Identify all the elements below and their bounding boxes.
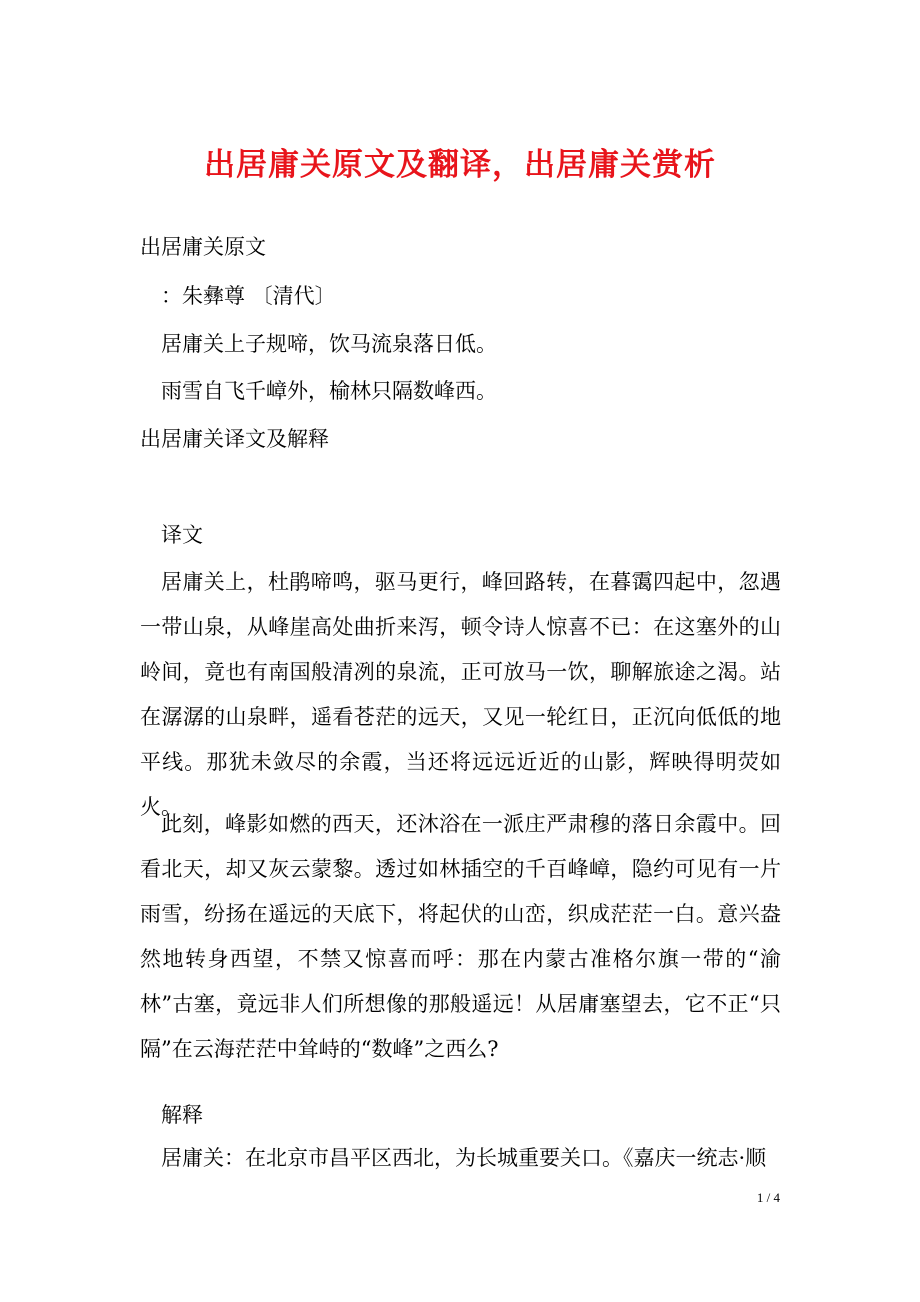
poem-line-2: 雨雪自飞千嶂外，榆林只隔数峰西。 <box>161 379 497 403</box>
translation-paragraph-2: 此刻，峰影如燃的西天，还沐浴在一派庄严肃穆的落日余霞中。回看北天，却又灰云蒙黎。透过如林插空的千百峰嶂，隐约可见有一片雨雪，纷扬在遥远的天底下，将起伏的山峦，织成茫茫一白。意兴盎然地转身西望，不禁又惊喜而呼：那在内蒙古准格尔旗一带的“渝林”古塞，竟远非人们所想像的那般遥远！从居庸塞望去，它不正“只隔”在云海茫茫中耸峙的“数峰”之西么? <box>140 812 781 1061</box>
translation-heading: 出居庸关译文及解释 <box>140 427 329 451</box>
translation-label: 译文 <box>161 523 203 547</box>
explanation-label: 解释 <box>161 1103 203 1127</box>
original-heading: 出居庸关原文 <box>140 235 266 259</box>
page-number: 1 / 4 <box>756 1190 780 1205</box>
translation-paragraph-1: 居庸关上，杜鹃啼鸣，驱马更行，峰回路转，在暮霭四起中，忽遇一带山泉，从峰崖高处曲折来泻，顿令诗人惊喜不已：在这塞外的山岭间，竟也有南国般清冽的泉流，正可放马一饮，聊解旅途之渴。站在潺潺的山泉畔，遥看苍茫的远天，又见一轮红日，正沉向低低的地平线。那犹未敛尽的余霞，当还将远远近近的山影，辉映得明荧如火。 <box>140 570 781 819</box>
poem-line-1: 居庸关上子规啼，饮马流泉落日低。 <box>161 332 497 356</box>
explanation-paragraph-1: 居庸关：在北京市昌平区西北，为长城重要关口。《嘉庆一统志·顺 <box>161 1146 767 1170</box>
author-line: ：朱彝尊 〔清代〕 <box>161 284 336 308</box>
document-title: 出居庸关原文及翻译，出居庸关赏析 <box>204 147 716 183</box>
